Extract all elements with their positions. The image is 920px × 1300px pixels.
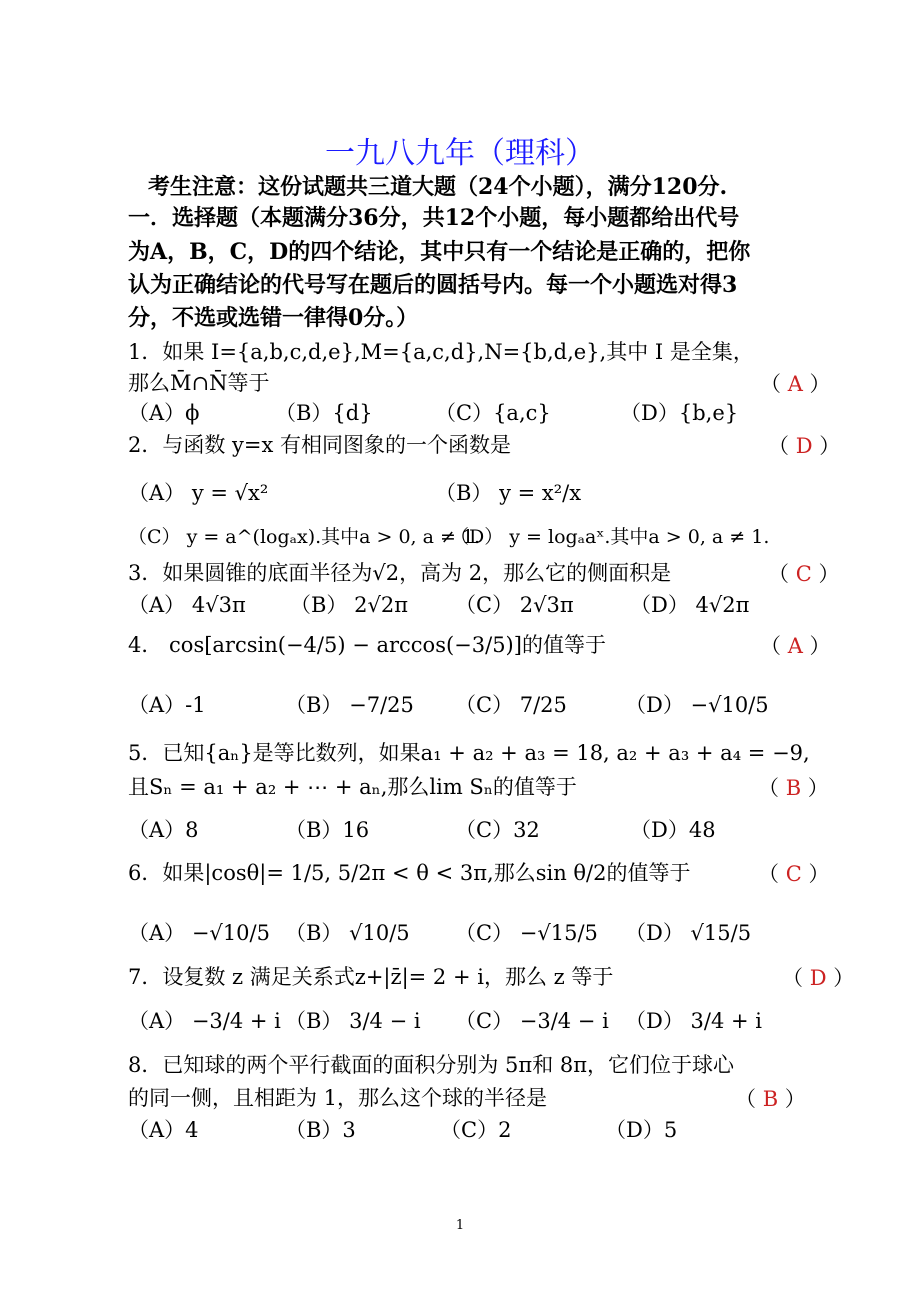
question-3-text: 3．如果圆锥的底面半径为√2，高为 2，那么它的侧面积是 bbox=[128, 561, 672, 585]
question-2-text: 2．与函数 y=x 有相同图象的一个函数是 bbox=[128, 433, 512, 457]
question-4-option-b: （B） −7/25 bbox=[285, 693, 414, 717]
answer-letter: C bbox=[785, 862, 802, 886]
answer-letter: B bbox=[785, 776, 802, 800]
question-7-option-c: （C） −3/4 − i bbox=[455, 1009, 609, 1033]
question-5-option-b: （B）16 bbox=[285, 818, 370, 842]
question-5-option-a: （A）8 bbox=[128, 818, 199, 842]
question-1-option-a: （A）ϕ bbox=[128, 401, 200, 425]
question-1-text: 那么M̄∩N̄等于 bbox=[128, 371, 270, 395]
question-8-option-c: （C）2 bbox=[440, 1118, 512, 1142]
answer-letter: A bbox=[787, 372, 803, 396]
answer-letter: A bbox=[787, 634, 803, 658]
page-number: 1 bbox=[455, 1218, 465, 1233]
page-title: 一九八九年（理科） bbox=[325, 136, 595, 171]
question-5-text: 5．已知{aₙ}是等比数列，如果a₁ + a₂ + a₃ = 18, a₂ + a₃ + a₄ = −9, bbox=[128, 741, 810, 765]
question-5-answer: （ B ） bbox=[758, 776, 829, 800]
question-8-text: 的同一侧，且相距为 1，那么这个球的半径是 bbox=[128, 1086, 548, 1110]
question-2-answer: （ D ） bbox=[768, 434, 841, 458]
question-8-option-a: （A）4 bbox=[128, 1118, 199, 1142]
question-1-option-c: （C）{a,c} bbox=[435, 401, 551, 425]
question-2-option-c: （C） y = a^(logₐx).其中a > 0, a ≠ 1. bbox=[128, 526, 481, 548]
question-7-option-d: （D） 3/4 + i bbox=[625, 1009, 762, 1033]
answer-letter: D bbox=[795, 434, 813, 458]
section-instruction-line: 认为正确结论的代号写在题后的圆括号内。每一个小题选对得3 bbox=[128, 272, 738, 298]
question-6-option-c: （C） −√15/5 bbox=[455, 921, 598, 945]
question-1-option-d: （D）{b,e} bbox=[620, 401, 739, 425]
exam-notice: 考生注意：这份试题共三道大题（24个小题），满分120分. bbox=[148, 174, 728, 200]
question-4-answer: （ A ） bbox=[760, 634, 831, 658]
question-7-option-b: （B） 3/4 − i bbox=[285, 1009, 421, 1033]
question-8-text: 8．已知球的两个平行截面的面积分别为 5π和 8π，它们位于球心 bbox=[128, 1053, 735, 1077]
question-3-option-a: （A） 4√3π bbox=[128, 593, 246, 617]
question-1-text: 1．如果 I={a,b,c,d,e},M={a,c,d},N={b,d,e},其中 I 是全集， bbox=[128, 340, 754, 364]
question-5-text: 且Sₙ = a₁ + a₂ + ⋯ + aₙ,那么lim Sₙ的值等于 bbox=[128, 775, 577, 799]
question-6-option-b: （B） √10/5 bbox=[285, 921, 410, 945]
question-7-option-a: （A） −3/4 + i bbox=[128, 1009, 281, 1033]
question-7-answer: （ D ） bbox=[782, 966, 855, 990]
question-6-option-d: （D） √15/5 bbox=[625, 921, 752, 945]
answer-letter: C bbox=[795, 562, 812, 586]
question-2-option-a: （A） y = √x² bbox=[128, 481, 269, 505]
section-instruction-line: 为A，B，C，D的四个结论，其中只有一个结论是正确的，把你 bbox=[128, 239, 751, 265]
question-6-option-a: （A） −√10/5 bbox=[128, 921, 270, 945]
question-1-option-b: （B）{d} bbox=[275, 401, 373, 425]
answer-letter: B bbox=[762, 1087, 779, 1111]
question-6-answer: （ C ） bbox=[758, 862, 830, 886]
question-6-text: 6．如果|cosθ|= 1/5, 5/2π < θ < 3π,那么sin θ/2的值等于 bbox=[128, 861, 691, 885]
answer-letter: D bbox=[809, 966, 827, 990]
question-8-answer: （ B ） bbox=[735, 1087, 806, 1111]
question-4-text: 4． cos[arcsin(−4/5) − arccos(−3/5)]的值等于 bbox=[128, 633, 606, 657]
question-4-option-c: （C） 7/25 bbox=[455, 693, 567, 717]
question-2-option-d: （D） y = logₐaˣ.其中a > 0, a ≠ 1. bbox=[450, 526, 770, 548]
question-3-answer: （ C ） bbox=[768, 562, 840, 586]
question-5-option-d: （D）48 bbox=[630, 818, 716, 842]
question-3-option-c: （C） 2√3π bbox=[455, 593, 574, 617]
section-instruction-line: 分，不选或选错一律得0分。） bbox=[128, 305, 419, 331]
question-3-option-d: （D） 4√2π bbox=[630, 593, 750, 617]
question-5-option-c: （C）32 bbox=[455, 818, 540, 842]
question-2-option-b: （B） y = x²/x bbox=[435, 481, 582, 505]
question-4-option-d: （D） −√10/5 bbox=[625, 693, 769, 717]
question-4-option-a: （A）-1 bbox=[128, 693, 206, 717]
question-7-text: 7．设复数 z 满足关系式z+|z̄|= 2 + i，那么 z 等于 bbox=[128, 965, 614, 989]
section-instruction-line: 一．选择题（本题满分36分，共12个小题，每小题都给出代号 bbox=[128, 205, 740, 231]
question-8-option-b: （B）3 bbox=[285, 1118, 356, 1142]
question-8-option-d: （D）5 bbox=[605, 1118, 678, 1142]
question-1-answer: （ A ） bbox=[760, 372, 831, 396]
question-3-option-b: （B） 2√2π bbox=[290, 593, 409, 617]
